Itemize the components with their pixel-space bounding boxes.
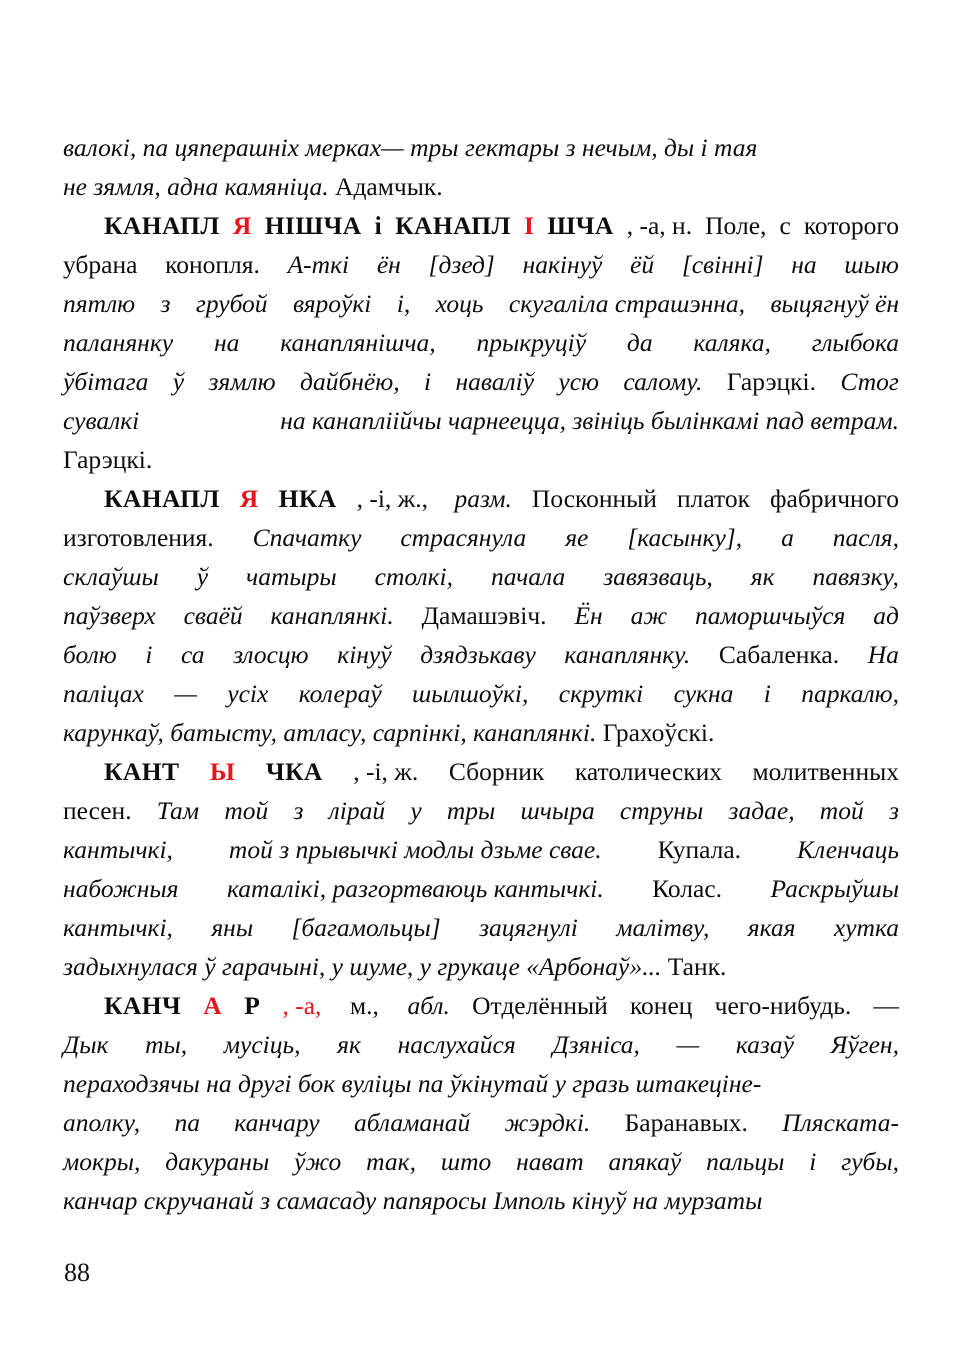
inflection-note: , -а, (282, 991, 328, 1020)
definition-text: которого (803, 211, 899, 240)
citation-text: шылшоўкі, (412, 679, 529, 708)
citation-text: Яўген, (830, 1030, 899, 1059)
definition-text: конопля. (165, 250, 260, 279)
text-line (63, 674, 899, 713)
text-line (63, 323, 899, 362)
citation-text: ў (196, 562, 209, 591)
citation-text: — (174, 679, 197, 708)
headword: НКА (278, 484, 337, 513)
definition-text: молитвенных (752, 757, 899, 786)
citation-text: у (410, 796, 422, 825)
citation-text: тры (446, 796, 496, 825)
citation-text: дакураны (165, 1147, 270, 1176)
citation-text: і (145, 640, 153, 669)
headword: КАНАПЛ (395, 211, 511, 240)
citation-text: з (888, 796, 899, 825)
citation-text: шчыра (520, 796, 595, 825)
text-line (63, 167, 899, 206)
definition-text: платок (676, 484, 750, 513)
definition-text: убрана (63, 250, 138, 279)
citation-text: склаўшы (63, 562, 159, 591)
citation-text: не зямля, адна камяніца. (63, 172, 336, 201)
citation-text: ў (172, 367, 185, 396)
citation-text: салому. (623, 367, 703, 396)
citation-text: колераў (298, 679, 382, 708)
citation-text: ён (376, 250, 401, 279)
citation-text: накінуў (522, 250, 603, 279)
citation-text: малітву, (616, 913, 710, 942)
citation-text: хутка (833, 913, 899, 942)
text-line (63, 713, 899, 752)
citation-text: так, (366, 1147, 416, 1176)
citation-text: ўжо (294, 1147, 342, 1176)
text-line (63, 128, 899, 167)
citation-text: скруткі (558, 679, 644, 708)
definition-text: Адамчык. (335, 172, 443, 201)
stress-vowel: Ы (209, 757, 236, 786)
citation-text: пальцы (706, 1147, 785, 1176)
citation-text: якая (747, 913, 796, 942)
text-line (63, 986, 899, 1025)
citation-text: аполку, (63, 1108, 141, 1137)
citation-text: жэрдкі. (504, 1108, 591, 1137)
citation-text: А-ткі (287, 250, 350, 279)
citation-text: і (763, 679, 771, 708)
text-line (63, 518, 899, 557)
text-line (63, 908, 899, 947)
headword: КАНАПЛ (104, 211, 220, 240)
citation-text: прыкруціў (476, 328, 587, 357)
citation-text: задае, (728, 796, 795, 825)
citation-text: Кленчаць (797, 835, 899, 864)
citation-text: канчар скручанай з самасаду папяросы Імполь кінуў на мурзаты (63, 1186, 763, 1215)
text-line (63, 1064, 899, 1103)
citation-text: наслухайся (397, 1030, 516, 1059)
citation-text: той (819, 796, 864, 825)
usage-label: разм. (454, 484, 512, 513)
citation-text: [дзед] (428, 250, 495, 279)
headword: КАНТ (104, 757, 180, 786)
definition-text: Баранавых. (624, 1108, 748, 1137)
citation-text: паўзверх (63, 601, 156, 630)
citation-text: Дзяніса, (552, 1030, 640, 1059)
citation-text: ад (873, 601, 899, 630)
text-line (63, 1103, 899, 1142)
definition-text: Гарэцкі. (63, 445, 153, 474)
citation-text: канчару (234, 1108, 320, 1137)
grammar-note: м., (350, 991, 386, 1020)
citation-text: дзядзькаву (420, 640, 536, 669)
citation-text: да (626, 328, 653, 357)
citation-text: столкі, (374, 562, 453, 591)
citation-text: павязку, (812, 562, 899, 591)
citation-text: кантычкі, (63, 835, 173, 864)
headword: ШЧА (547, 211, 614, 240)
citation-text: усю (558, 367, 600, 396)
citation-text: [багамольцы] (291, 913, 441, 942)
citation-text: ёй (630, 250, 655, 279)
citation-text: хоць (435, 289, 484, 318)
citation-text: карункаў, батысту, атласу, сарпінкі, канаплянкі. (63, 718, 603, 747)
citation-text: нават (516, 1147, 584, 1176)
citation-text: як (337, 1030, 361, 1059)
citation-text: Спачатку (252, 523, 362, 552)
headword: Р (244, 991, 261, 1020)
citation-text: зацягнулі (479, 913, 578, 942)
citation-text: На (867, 640, 899, 669)
definition-text: Посконный (531, 484, 657, 513)
citation-text: ты, (145, 1030, 188, 1059)
usage-label: абл. (407, 991, 450, 1020)
text-line (63, 830, 899, 869)
citation-text: апякаў (608, 1147, 682, 1176)
text-line (63, 206, 899, 245)
citation-text: як (750, 562, 775, 591)
definition-text: фабричного (769, 484, 899, 513)
definition-text: Танк. (667, 952, 727, 981)
citation-text: кантычкі, (63, 913, 173, 942)
text-line (63, 791, 899, 830)
citation-text: што (440, 1147, 492, 1176)
citation-text: ўбітага (63, 367, 149, 396)
citation-text: болю (63, 640, 117, 669)
citation-text: паморшчыўся (694, 601, 846, 630)
citation-text: чатыры (246, 562, 337, 591)
citation-text: сукна (673, 679, 734, 708)
definition-text: Сабаленка. (718, 640, 840, 669)
definition-text: Отделённый (472, 991, 608, 1020)
citation-text: яе (565, 523, 589, 552)
citation-text: валокі, па цяперашніх мерках— тры гектары з нечым, ды і тая (63, 133, 758, 162)
definition-text: Дамашэвіч. (421, 601, 547, 630)
citation-text: [свінні] (681, 250, 764, 279)
citation-text: казаў (735, 1030, 794, 1059)
citation-text: Пляската- (782, 1108, 899, 1137)
citation-text: кінуў (337, 640, 392, 669)
definition-text: Грахоўскі. (602, 718, 715, 747)
headword: і (374, 211, 383, 240)
citation-text: канаплянкі. (270, 601, 394, 630)
definition-text: католических (574, 757, 722, 786)
citation-text: Ён (574, 601, 603, 630)
text-column (63, 128, 899, 1220)
text-line (63, 869, 899, 908)
stress-vowel: Я (239, 484, 259, 513)
grammar-note: , -а, н. (626, 211, 693, 240)
page-number: 88 (64, 1258, 90, 1287)
text-line (63, 596, 899, 635)
text-line (63, 752, 899, 791)
headword: НІШЧА (264, 211, 362, 240)
definition-text: — (873, 991, 899, 1020)
text-line (63, 557, 899, 596)
text-line (63, 401, 899, 440)
citation-text: пасля, (832, 523, 899, 552)
grammar-note: , -і, ж., (356, 484, 435, 513)
citation-text: з (160, 289, 171, 318)
citation-text: вяроўкі (292, 289, 372, 318)
citation-text: дайбнёю, (300, 367, 400, 396)
citation-text: глыбока (811, 328, 899, 357)
citation-text: зямлю (208, 367, 276, 396)
citation-text: наваліў (455, 367, 535, 396)
citation-text: струны (619, 796, 704, 825)
citation-text: і (809, 1147, 817, 1176)
definition-text: песен. (63, 796, 132, 825)
citation-text: грубой (195, 289, 268, 318)
citation-text: канаплянку. (564, 640, 691, 669)
definition-text: конец (629, 991, 693, 1020)
citation-text: са (181, 640, 205, 669)
citation-text: на канапліійчы чарнеецца, звініць былінкамі пад ветрам. (280, 406, 899, 435)
text-line (63, 362, 899, 401)
headword: КАНАПЛ (104, 484, 220, 513)
citation-text: з (293, 796, 304, 825)
citation-text: шыю (844, 250, 899, 279)
text-line (63, 947, 899, 986)
citation-text: на (213, 328, 240, 357)
citation-text: [касынку], (627, 523, 743, 552)
text-line (63, 1181, 899, 1220)
citation-text: сваёй (183, 601, 243, 630)
citation-text: паліцах (63, 679, 144, 708)
citation-text: паркалю, (801, 679, 899, 708)
definition-text: Сборник (448, 757, 545, 786)
citation-text: завязваць, (603, 562, 713, 591)
text-line (63, 440, 899, 479)
text-line (63, 1025, 899, 1064)
citation-text: выцягнуў ён (770, 289, 899, 318)
stress-vowel: А (203, 991, 223, 1020)
citation-text: скугаліла страшэнна, (508, 289, 746, 318)
citation-text: мокры, (63, 1147, 141, 1176)
citation-text: — (676, 1030, 700, 1059)
citation-text: лірай (328, 796, 386, 825)
citation-text: усіх (227, 679, 269, 708)
definition-text: Гарэцкі. (726, 367, 817, 396)
definition-text: чего-нибудь. (714, 991, 852, 1020)
citation-text: аж (630, 601, 668, 630)
headword: ЧКА (265, 757, 323, 786)
definition-text: изготовления. (63, 523, 214, 552)
text-line (63, 635, 899, 674)
definition-text: Колас. (652, 874, 723, 903)
headword: КАНЧ (104, 991, 182, 1020)
citation-text: той (224, 796, 269, 825)
citation-text: набожныя (63, 874, 179, 903)
citation-text: канаплянішча, (280, 328, 436, 357)
stress-vowel: І (523, 211, 535, 240)
citation-text: паланянку (63, 328, 174, 357)
citation-text: злосцю (233, 640, 309, 669)
citation-text: каталікі, разгортваюць кантычкі. (226, 874, 604, 903)
citation-text: пачала (490, 562, 566, 591)
definition-text: Поле, (705, 211, 767, 240)
stress-vowel: Я (232, 211, 252, 240)
text-line (63, 1142, 899, 1181)
citation-text: і (423, 367, 432, 396)
citation-text: пераходзячы на другі бок вуліцы па ўкінутай у гразь штакеціне- (63, 1069, 762, 1098)
definition-text: с (779, 211, 791, 240)
citation-text: яны (211, 913, 254, 942)
citation-text: Раскрыўшы (770, 874, 899, 903)
citation-text: каляка, (693, 328, 771, 357)
citation-text: па (174, 1108, 200, 1137)
grammar-note: , -і, ж. (353, 757, 419, 786)
citation-text: губы, (841, 1147, 899, 1176)
citation-text: Там (156, 796, 200, 825)
text-line (63, 245, 899, 284)
citation-text: і, (396, 289, 411, 318)
text-line (63, 479, 899, 518)
citation-text: Стог (840, 367, 899, 396)
citation-text: мусіць, (223, 1030, 301, 1059)
text-line (63, 284, 899, 323)
citation-text: на (791, 250, 817, 279)
citation-text: абламанай (353, 1108, 471, 1137)
citation-text: сувалкі (63, 406, 140, 435)
citation-text: той з прывычкі модлы дзьме свае. (228, 835, 602, 864)
citation-text: Дык (63, 1030, 109, 1059)
citation-text: пятлю (63, 289, 136, 318)
definition-text: Купала. (657, 835, 742, 864)
citation-text: страсянула (400, 523, 527, 552)
citation-text: а (781, 523, 794, 552)
citation-text: задыхнулася ў гарачыні, у шуме, у грукаце «Арбонаў»... (63, 952, 668, 981)
